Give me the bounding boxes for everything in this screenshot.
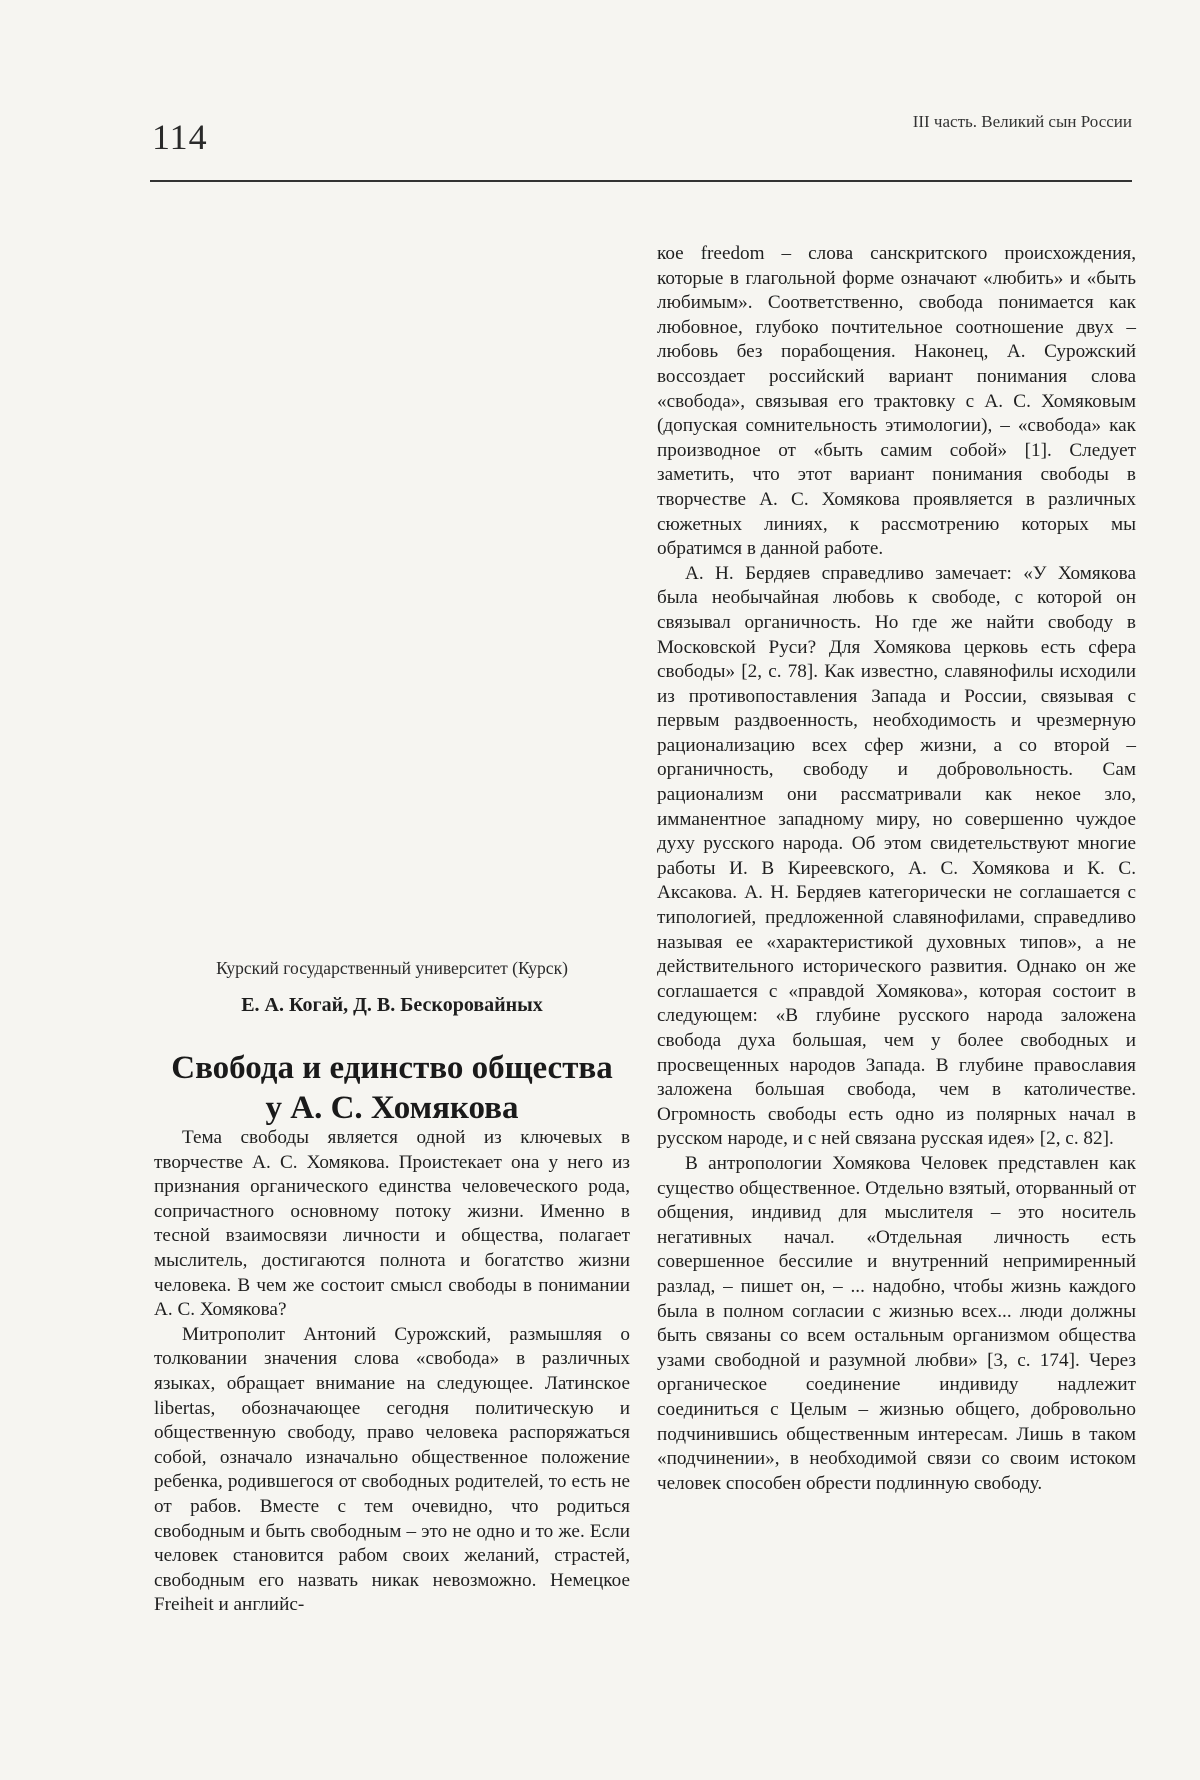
- body-paragraph: А. Н. Бердяев справедливо замечает: «У Хомякова была необычайная любовь к свободе, с которой он связывал органичность. Но где же найти свободу в Московской Руси? Для Хомякова церковь есть сфера свободы» [2, с. 78]. Как известно, славянофилы исходили из противопоставления Запада и России, связывая с первым раздвоенность, необходимость и чрезмерную рационализацию всех сфер жизни, а со второй – органичность, свободу и добровольность. Сам рационализм они рассматривали как некое зло, имманентное западному миру, но совершенно чуждое духу русского народа. Об этом свидетельствуют многие работы И. В Киреевского, А. С. Хомякова и К. С. Аксакова. А. Н. Бердяев категорически не соглашается с типологией, предложенной славянофилами, справедливо называя ее «характеристикой духовных типов», а не действительного исторического развития. Однако он же соглашается с «правдой Хомякова», которая состоит в следующем: «В глубине русского народа заложена свобода духа большая, чем у более свободных и просвещенных народов Запада. В глубине православия заложена большая свобода, чем в католичестве. Огромность свободы есть одно из полярных начал в русском народе, и с ней связана русская идея» [2, с. 82].: [657, 562, 1136, 1150]
- author-affiliation: Курский государственный университет (Курск): [216, 958, 568, 978]
- article-authors: Е. А. Когай, Д. В. Бескоровайных: [241, 994, 543, 1016]
- body-paragraph: Тема свободы является одной из ключевых в творчестве А. С. Хомякова. Проистекает она у него из признания органического единства человеческого рода, сопричастного основному потоку жизни. Именно в тесной взаимосвязи личности и общества, полагает мыслитель, достигаются полнота и богатство жизни человека. В чем же состоит смысл свободы в понимании А. С. Хомякова?: [154, 1127, 630, 1321]
- header-rule: [150, 180, 1132, 182]
- article-title-line-2: у А. С. Хомякова: [265, 1090, 519, 1126]
- page-number: 114: [152, 117, 208, 157]
- running-head: III часть. Великий сын России: [912, 112, 1132, 131]
- left-column: [154, 1126, 630, 1618]
- body-paragraph: В антропологии Хомякова Человек представлен как существо общественное. Отдельно взятый, оторванный от общения, индивид для мыслителя – это носитель негативных начал. «Отдельная личность есть совершенное бессилие и внутренний непримиренный разлад, – пишет он, – ... надобно, чтобы жизнь каждого была в полном согласии с жизнью всех... люди должны быть связаны со всем остальным организмом общества узами свободной и разумной любви» [3, с. 174]. Через органическое соединение индивиду надлежит соединиться с Целым – жизнью общего, добровольно подчинившись общественным интересам. Лишь в таком «подчинении», в необходимой связи со своим истоком человек способен обрести подлинную свободу.: [657, 1152, 1136, 1494]
- article-title-line-1: Свобода и единство общества: [171, 1050, 613, 1086]
- body-paragraph: Митрополит Антоний Сурожский, размышляя о толковании значения слова «свобода» в различных языках, обращает внимание на следующее. Латинское libertas, обозначающее сегодня политическую и общественную свободу, право человека распоряжаться собой, означало изначально общественное положение ребенка, родившегося от свободных родителей, то есть не от рабов. Вместе с тем очевидно, что родиться свободным и быть свободным – это не одно и то же. Если человек становится рабом своих желаний, страстей, свободным его назвать никак невозможно. Немецкое Freiheit и английс-: [154, 1323, 630, 1616]
- right-column: [657, 242, 1136, 1496]
- body-paragraph-continued: кое freedom – слова санскритского происхождения, которые в глагольной форме означают «любить» и «быть любимым». Соответственно, свобода понимается как любовное, глубоко почтительное соотношение двух – любовь без порабощения. Наконец, А. Сурожский воссоздает российский вариант понимания слова «свобода», связывая его трактовку с А. С. Хомяковым (допуская сомнительность этимологии), – «свобода» как производное от «быть самим собой» [1]. Следует заметить, что этот вариант понимания свободы в творчестве А. С. Хомякова проявляется в различных сюжетных линиях, к рассмотрению которых мы обратимся в данной работе.: [657, 243, 1136, 560]
- article-title: [154, 1048, 630, 1128]
